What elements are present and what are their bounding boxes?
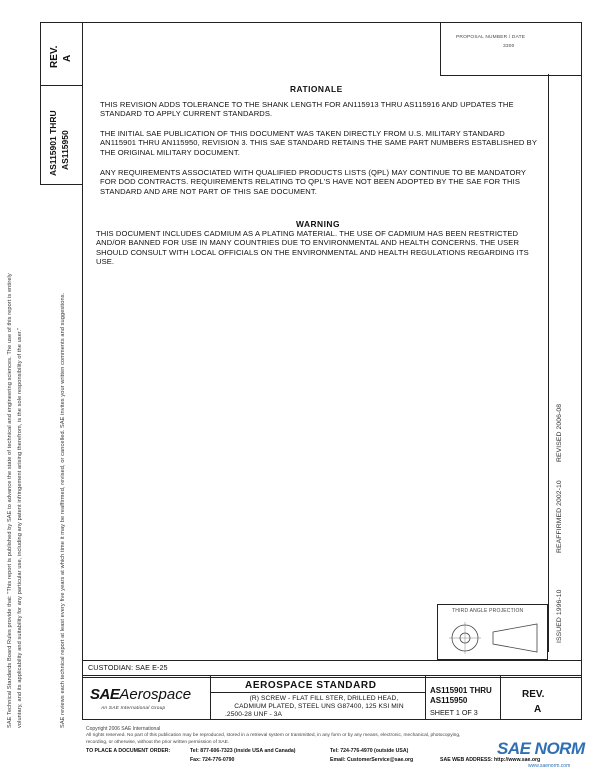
rev-label: REV. <box>522 689 545 700</box>
date-issued: ISSUED 1996-10 <box>556 589 563 643</box>
rev-letter: A <box>534 704 542 715</box>
date-reaffirmed: REAFFIRMED 2002-10 <box>556 480 563 553</box>
rights-notice: All rights reserved. No part of this publication may be reproduced, stored in a retrieval system or transmitted, in any form or by any means, electronic, mechanical, photocopying, <box>86 733 461 738</box>
side-rev-box <box>40 22 82 86</box>
standard-title: AEROSPACE STANDARD <box>245 680 377 691</box>
watermark-logo: SAE NORM <box>497 739 585 758</box>
description-line-1: (R) SCREW - FLAT FILL STER, DRILLED HEAD, <box>249 695 399 702</box>
stamp-box <box>440 22 582 76</box>
title-heading-line <box>210 692 425 693</box>
custodian: CUSTODIAN: SAE E-25 <box>88 663 168 672</box>
stamp-line-2: 3300 <box>503 44 515 49</box>
doc-number: AS115901 THRU <box>430 686 492 695</box>
tel-us: Tel: 877-606-7323 (inside USA and Canada) <box>190 748 296 754</box>
side-rev-label: REV. <box>49 45 60 68</box>
logo-subtitle: An SAE International Group <box>101 706 166 711</box>
doc-number-2: AS115950 <box>430 696 468 705</box>
fax: Fax: 724-776-0790 <box>190 757 235 763</box>
logo-aerospace: Aerospace <box>119 686 192 703</box>
page-frame <box>82 22 582 678</box>
warning-title: WARNING <box>296 219 340 229</box>
copyright: Copyright 2006 SAE International <box>86 726 161 732</box>
title-block-div-2 <box>425 676 426 720</box>
side-rev-letter: A <box>62 54 73 62</box>
watermark-url: www.saenorm.com <box>528 763 571 769</box>
sae-aerospace-logo <box>90 686 191 704</box>
rationale-paragraph-2: THE INITIAL SAE PUBLICATION OF THIS DOCUMENT WAS TAKEN DIRECTLY FROM U.S. MILITARY STANDARD AN115901 THRU AN115950, REVISION 3. THIS SAE STANDARD RETAINS THE SAME PART NUMBERS ESTABLISHED BY THE ORIGINAL MILITARY DOCUMENT. <box>100 129 537 157</box>
description-line-3: .2500-28 UNF - 3A <box>225 711 283 718</box>
stamp-line-1: PROPOSAL NUMBER / DATE <box>456 35 526 40</box>
warning-text: THIS DOCUMENT INCLUDES CADMIUM AS A PLATING MATERIAL. THE USE OF CADMIUM HAS BEEN RESTRICTED AND/OR BANNED FOR USE IN MANY COUNTRIES DUE TO ENVIRONMENTAL AND HEALTH CONCERNS. THE USER SHOULD CONSULT WITH LOCAL OFFICIALS ON THE ENVIRONMENTAL AND HEALTH REGULATIONS REGARDING ITS USE. <box>96 229 529 267</box>
rationale-title: RATIONALE <box>290 84 343 94</box>
title-block-top-line <box>82 660 582 661</box>
tel-outside: Tel: 724-776-4970 (outside USA) <box>330 748 409 754</box>
side-strip-divider <box>82 22 83 678</box>
projection-label: THIRD ANGLE PROJECTION <box>452 608 524 614</box>
third-angle-projection-icon <box>445 620 545 656</box>
sheet-number: SHEET 1 OF 3 <box>430 708 478 717</box>
rationale-paragraph-1: THIS REVISION ADDS TOLERANCE TO THE SHANK LENGTH FOR AN115913 THRU AS115916 AND UPDATES THE STANDARD TO APPLY CURRENT STANDARDS. <box>100 100 514 119</box>
title-block-div-1 <box>210 676 211 720</box>
rationale-paragraph-3: ANY REQUIREMENTS ASSOCIATED WITH QUALIFIED PRODUCTS LISTS (QPL) MAY CONTINUE TO BE MANDATORY FOR DOD CONTRACTS. REQUIREMENTS RELATING TO QPL'S HAVE NOT BEEN ADOPTED BY THE SAE FOR THIS STANDARD AND ARE NOT PART OF THIS SAE DOCUMENT. <box>100 168 526 196</box>
order-label: TO PLACE A DOCUMENT ORDER: <box>86 748 171 754</box>
margin-notice-3: SAE reviews each technical report at least every five years at which time it may be reaffirmed, revised, or cancelled. SAE invites your written comments and suggestions. <box>60 292 66 728</box>
side-doc-number: AS115901 THRU <box>48 110 58 176</box>
web-address: SAE WEB ADDRESS: http://www.sae.org <box>440 757 541 763</box>
title-block-div-3 <box>500 676 501 720</box>
description-line-2: CADMIUM PLATED, STEEL UNS G87400, 125 KSI MIN <box>234 703 404 710</box>
email: Email: CustomerService@sae.org <box>330 757 414 763</box>
side-strip-right <box>548 74 549 652</box>
date-revised: REVISED 2006-08 <box>556 403 563 462</box>
rights-notice-2: recording, or otherwise, without the prior written permission of SAE. <box>86 740 230 745</box>
margin-notice-1: SAE Technical Standards Board Rules provide that: "This report is published by SAE to advance the state of technical and engineering sciences. The use of this report is entirely <box>7 273 13 728</box>
side-doc-number-2: AS115950 <box>60 130 70 170</box>
logo-sae: SAE <box>90 686 120 703</box>
margin-notice-2: voluntary, and its applicability and suitability for any particular use, including any patent infringement arising therefrom, is the sole responsibility of the user." <box>17 327 23 728</box>
